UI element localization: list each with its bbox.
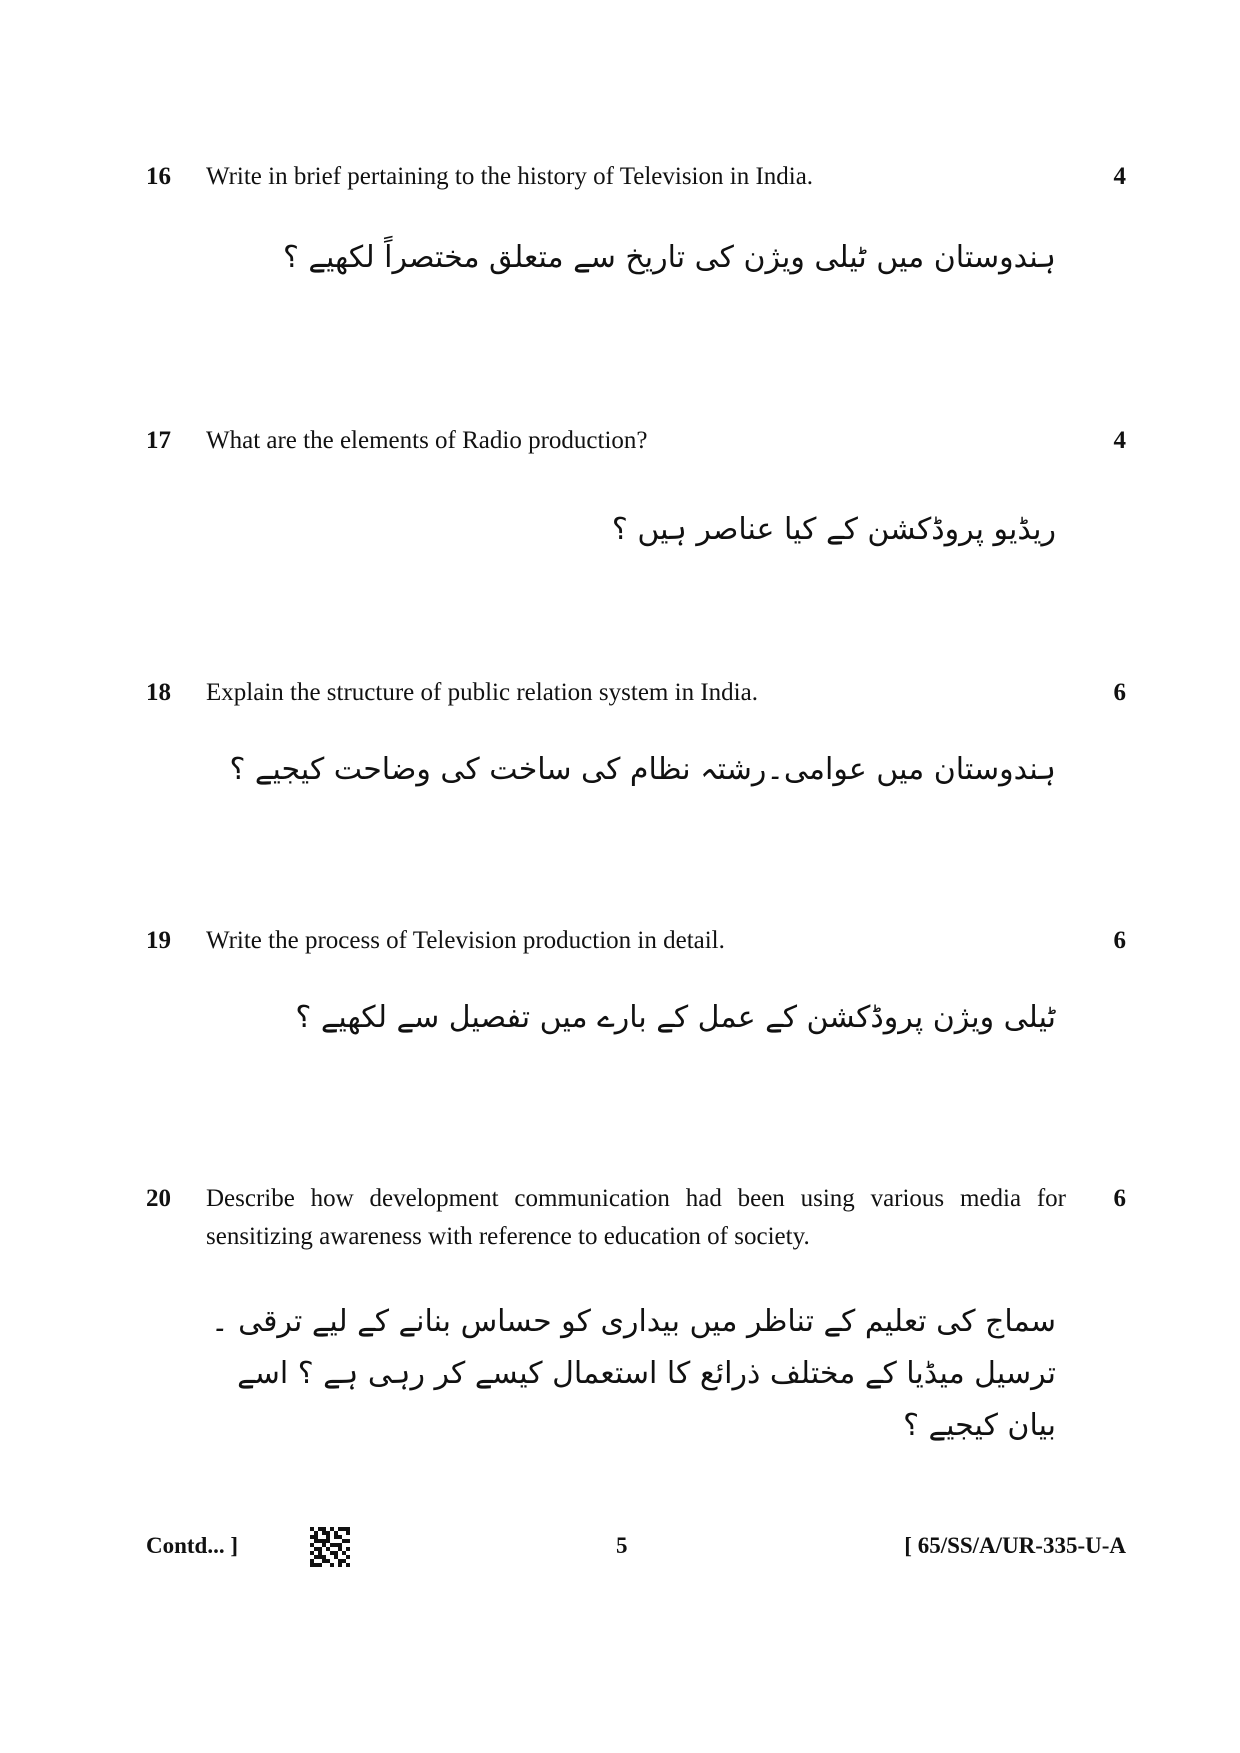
question-marks: 4 bbox=[1113, 163, 1126, 190]
question-number: 16 bbox=[146, 163, 171, 190]
question-20 bbox=[146, 1180, 1126, 1452]
question-urdu-text: ہندوستان میں ٹیلی ویژن کی تاریخ سے متعلق مختصراً لکھیے ؟ bbox=[282, 240, 1056, 275]
question-18 bbox=[146, 674, 1126, 796]
page-footer bbox=[146, 1527, 1126, 1571]
question-text: What are the elements of Radio production? bbox=[206, 427, 648, 454]
question-number: 20 bbox=[146, 1185, 171, 1212]
question-text: Write in brief pertaining to the history of Television in India. bbox=[206, 163, 814, 190]
question-text: Write the process of Television production in detail. bbox=[206, 927, 725, 954]
question-17 bbox=[146, 422, 1126, 556]
question-urdu-text: ٹیلی ویژن پروڈکشن کے عمل کے بارے میں تفصیل سے لکھیے ؟ bbox=[295, 1000, 1056, 1035]
question-number: 18 bbox=[146, 679, 171, 706]
question-row bbox=[146, 158, 1126, 196]
qr-code-icon bbox=[310, 1527, 350, 1567]
question-urdu-text: ریڈیو پروڈکشن کے کیا عناصر ہیں ؟ bbox=[611, 512, 1056, 547]
paper-code: [ 65/SS/A/UR-335-U-A bbox=[904, 1533, 1126, 1558]
question-text: Explain the structure of public relation system in India. bbox=[206, 679, 758, 706]
question-urdu-text: سماج کی تعلیم کے تناظر میں بیداری کو حساس بنانے کے لیے ترقی ۔ ترسیل میڈیا کے مختلف ذرائع کا استعمال کیسے کر رہی ہے ؟ اسے بیان کیجیے ؟ bbox=[210, 1304, 1056, 1443]
page-number: 5 bbox=[616, 1533, 628, 1558]
question-marks: 6 bbox=[1113, 1185, 1126, 1212]
question-marks: 6 bbox=[1113, 679, 1126, 706]
question-16 bbox=[146, 158, 1126, 284]
question-text: Describe how development communication had been using various media for sensitizing awareness with reference to education of society. bbox=[206, 1185, 1066, 1250]
question-19 bbox=[146, 922, 1126, 1044]
question-marks: 6 bbox=[1113, 927, 1126, 954]
question-marks: 4 bbox=[1113, 427, 1126, 454]
question-row bbox=[146, 422, 1126, 460]
question-number: 17 bbox=[146, 427, 171, 454]
question-row bbox=[146, 922, 1126, 960]
continued-label: Contd... ] bbox=[146, 1533, 239, 1558]
question-row bbox=[146, 1180, 1126, 1256]
question-urdu-text: ہندوستان میں عوامی۔رشتہ نظام کی ساخت کی وضاحت کیجیے ؟ bbox=[229, 752, 1056, 787]
question-row bbox=[146, 674, 1126, 712]
question-number: 19 bbox=[146, 927, 171, 954]
